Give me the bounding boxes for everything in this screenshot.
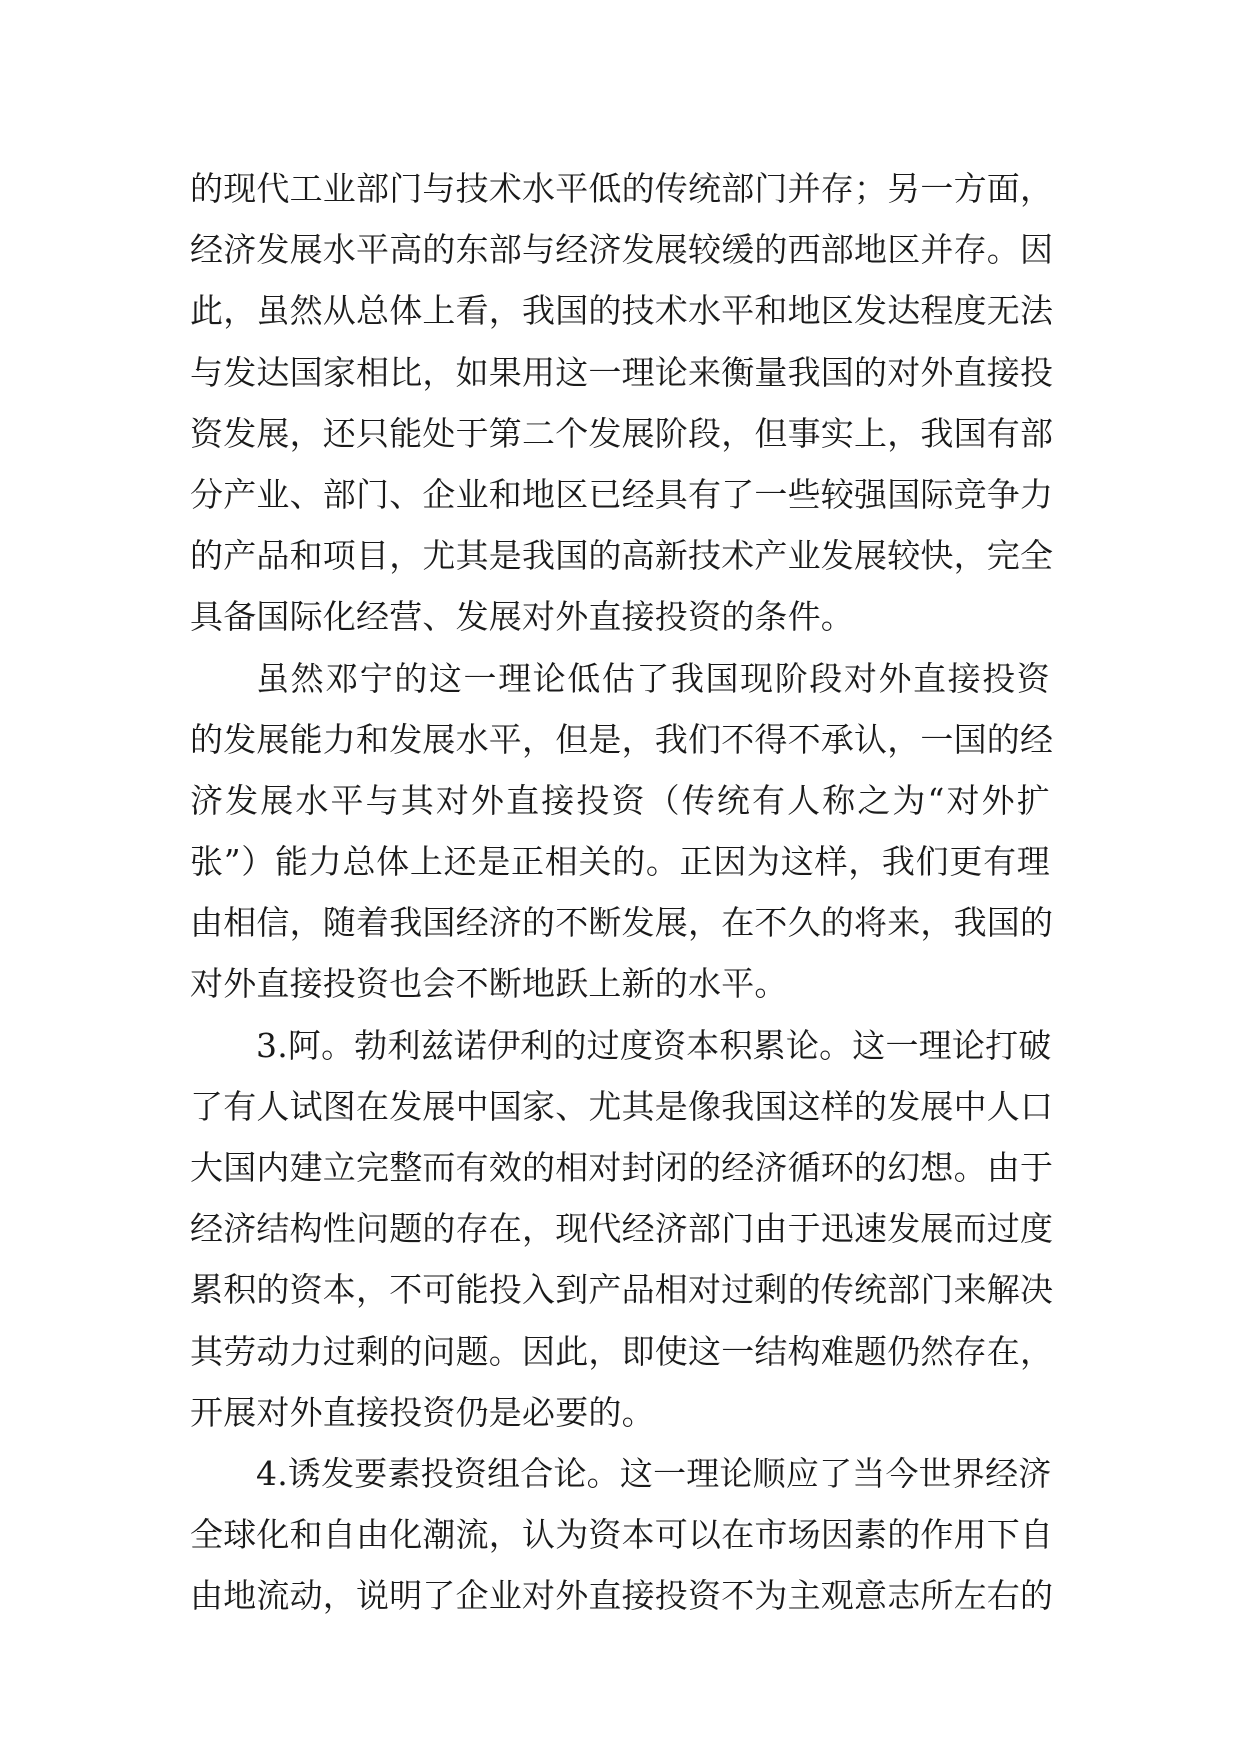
text-line: 张”）能力总体上还是正相关的。正因为这样，我们更有理 [190, 842, 1050, 882]
text-line: 累积的资本，不可能投入到产品相对过剩的传统部门来解决 [190, 1270, 1054, 1310]
text-line: 由地流动，说明了企业对外直接投资不为主观意志所左右的 [190, 1576, 1054, 1616]
paragraph-first-line: 虽然邓宁的这一理论低估了我国现阶段对外直接投资 [256, 658, 1050, 698]
text-line: 由相信，随着我国经济的不断发展，在不久的将来，我国的 [190, 903, 1054, 943]
text-line: 的发展能力和发展水平，但是，我们不得不承认，一国的经 [190, 719, 1054, 759]
text-line: 大国内建立完整而有效的相对封闭的经济循环的幻想。由于 [190, 1148, 1054, 1187]
text-line: 济发展水平与其对外直接投资（传统有人称之为“对外扩 [190, 780, 1050, 820]
text-line: 的现代工业部门与技术水平低的传统部门并存；另一方面， [190, 169, 1054, 208]
text-line: 了有人试图在发展中国家、尤其是像我国这样的发展中人口 [190, 1086, 1054, 1126]
paragraph-first-line: 3.阿。勃利兹诺伊利的过度资本积累论。这一理论打破 [256, 1025, 1052, 1065]
text-line: 全球化和自由化潮流，认为资本可以在市场因素的作用下自 [190, 1515, 1054, 1555]
text-line: 的产品和项目，尤其是我国的高新技术产业发展较快，完全 [190, 536, 1054, 576]
text-line: 与发达国家相比，如果用这一理论来衡量我国的对外直接投 [190, 352, 1054, 392]
body-text [190, 158, 1054, 1627]
text-line: 开展对外直接投资仍是必要的。 [190, 1392, 655, 1432]
text-line: 具备国际化经营、发展对外直接投资的条件。 [190, 597, 854, 637]
text-line: 对外直接投资也会不断地跃上新的水平。 [190, 964, 788, 1004]
text-line: 经济结构性问题的存在，现代经济部门由于迅速发展而过度 [190, 1209, 1054, 1249]
text-line: 其劳动力过剩的问题。因此，即使这一结构难题仍然存在， [190, 1331, 1054, 1371]
text-line: 资发展，还只能处于第二个发展阶段，但事实上，我国有部 [190, 413, 1054, 453]
text-line: 此，虽然从总体上看，我国的技术水平和地区发达程度无法 [190, 291, 1054, 331]
text-line: 分产业、部门、企业和地区已经具有了一些较强国际竞争力 [190, 474, 1054, 514]
text-line: 经济发展水平高的东部与经济发展较缓的西部地区并存。因 [190, 230, 1054, 270]
paragraph-first-line: 4.诱发要素投资组合论。这一理论顺应了当今世界经济 [256, 1453, 1052, 1493]
